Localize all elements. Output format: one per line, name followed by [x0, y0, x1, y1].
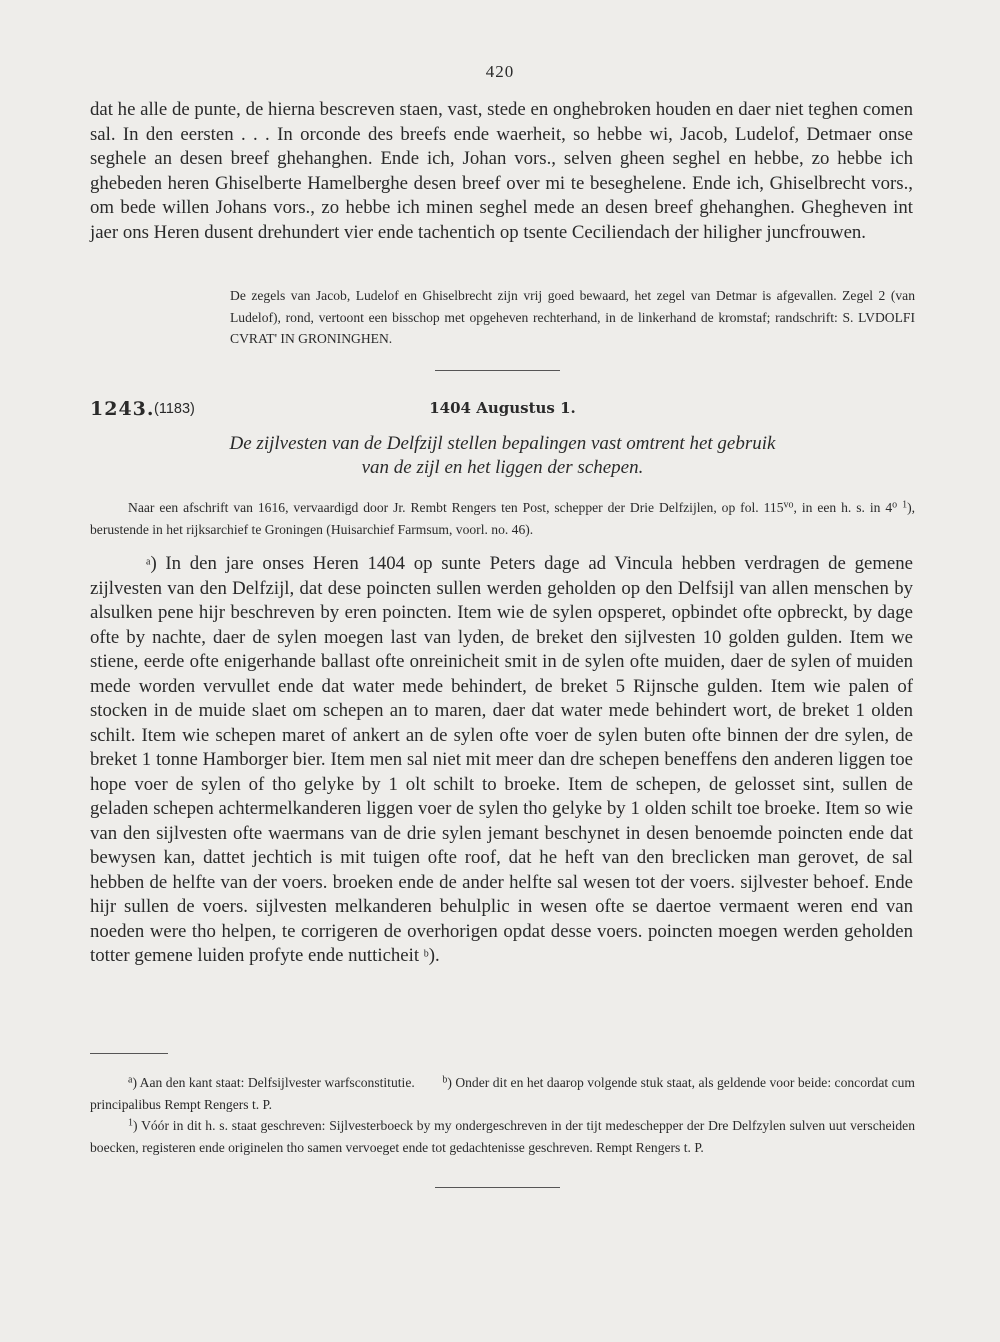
footnote-ref-a: a [146, 556, 151, 568]
charter-body-text: ) In den jare onses Heren 1404 op sunte Peters dage ad Vincula hebben verdragen de gemene zijlvesten van den Delfzijl, dat dese poincten sullen werden geholden op den Delfsijl van allen menschen by alsulken pene hijr beschreven by eren poincten. Item wie de sylen opsperet, opbindet ofte opbreckt, by dage ofte by nachte, daer de sylen moegen last van lyden, de breket den sijlvesten 10 golden gulden. Item we stiene, eerde ofte enigerhande ballast ofte onreinicheit smit in de sylen ofte muiden, daer de sylen of muiden mede worden vervullet ende dat water mede behindert, de breket 5 Rijnsche gulden. Item wie palen of stocken in de muide slaet om schepen an to maren, daer dat water mede behindert wort, de breket 1 olden schilt. Item wie schepen maret of ankert an de sylen ofte voer de sylen buten ofte binnen der dre sylen, de breket 1 tonne Hamborger bier. Item men sal niet mit meer dan dre schepen beneffens den anderen liggen toe hope voer de sylen of tho gelyke by 1 olt schilt to broeke. Item de schepen, de gelosset sint, sullen de geladen schepen achtermelkanderen liggen voer de sylen tho gelyke by 1 olden schilt toe broeke. Item so wie van den sijlvesten ofte waermans van de drie sylen jemant beschynet in desen benoemde poincten ende dat bewysen kan, dattet jechtich is mit tuigen ofte roof, dat he heft van den breclicken man gerovet, de sal hebben de helfte van der voers. broeken ende de ander helfte sal wesen tot der voers. sijlvester behoef. Ende hijr sullen de voers. sijlvesten melkanderen behulplic in wesen ofte se daertoe vermaent weren end van noeden were tho helpen, te corrigeren de overhorigen opdat desse voers. poincten moegen werden geholden totter gemene luiden profyte ende nutticheit [90, 553, 913, 966]
intro-text: dat he alle de punte, de hierna bescreven staen, vast, stede en onghebroken houden en daer niet teghen comen sal. In den eersten . . . In orconde des breefs ende waerheit, so hebbe wi, Jacob, Ludelof, Detmaer onse seghele an desen breef ghehanghen. Ende ich, Johan vors., selven gheen seghel en hebbe, zo hebbe ich ghebeden heren Ghiselberte Hamelberghe desen breef over mi te beseghelene. Ende ich, Ghiselbrecht vors., om bede willen Johans vors., zo hebbe ich minen seghel mede an desen breef ghehanghen. Ghegheven int jaer ons Heren dusent drehundert vier ende tachentich op tsente Ceciliendach der hiligher juncfrouwen. [90, 99, 913, 243]
summary-line: van de zijl en het liggen der schepen. [361, 457, 644, 478]
charter-number: 1243. [90, 398, 155, 420]
footnote-ref-b: b [423, 948, 429, 960]
charter-body [90, 552, 913, 969]
end-divider [435, 1187, 560, 1188]
source-text-end: ), berustende in het rijksarchief te Groningen (Huisarchief Farmsum, voorl. no. 46). [90, 500, 916, 537]
footnote-a-text: ) Aan den kant staat: Delfsijlvester warfsconstitutie. [132, 1075, 415, 1090]
footnotes [90, 1072, 915, 1158]
charter-date: 1404 Augustus 1. [429, 399, 576, 417]
footnote-marker-b: b [442, 1074, 448, 1086]
source-text: Naar een afschrift van 1616, vervaardigd door Jr. Rembt Rengers ten Post, schepper der Drie Delfzijlen, op fol. 115 [128, 500, 784, 515]
source-text-mid: , in een h. s. in 4 [793, 500, 893, 515]
seal-note: De zegels van Jacob, Ludelof en Ghiselbrecht zijn vrij goed bewaard, het zegel van Detmar is afgevallen. Zegel 2 (van Ludelof), rond, vertoont een bisschop met opgeheven rechterhand, in de linkerhand de kromstaf; randschrift: S. LVDOLFI CVRAT' IN GRONINGHEN. [230, 288, 915, 346]
source-note [90, 497, 915, 540]
charter-text [90, 552, 913, 969]
charter-alt-number: (1183) [154, 401, 195, 417]
source-degree: o [892, 499, 898, 511]
footnote-1-text: ) Vóór in dit h. s. staat geschreven: Sijlvesterboeck by my ondergeschreven in der tijt medeschepper der Dre Delfzylen sulven uut verscheiden boecken, registeren ende originelen tho samen vervoeget ende tot gedachtenisse geschreven. Rempt Rengers t. P. [90, 1118, 915, 1155]
footnote-1 [90, 1115, 915, 1158]
summary-line: De zijlvesten van de Delfzijl stellen bepalingen vast omtrent het gebruik [229, 433, 776, 454]
page-number: 420 [485, 62, 515, 81]
section-divider [435, 370, 560, 371]
source-verso: vo [783, 499, 794, 511]
intro-paragraph [90, 98, 913, 245]
footnote-ab [90, 1072, 915, 1115]
footnote-marker-1: 1 [128, 1117, 133, 1129]
footnote-divider [90, 1053, 168, 1054]
charter-heading [90, 398, 915, 424]
footnote-marker-a: a [128, 1074, 133, 1086]
charter-body-end: ). [428, 945, 440, 966]
footnote-b-text: ) Onder dit en het daarop volgende stuk staat, als geldende voor beide: concordat cum principalibus Rempt Rengers t. P. [90, 1075, 915, 1112]
charter-summary [90, 432, 915, 480]
source-footnote-ref: 1 [902, 499, 908, 511]
